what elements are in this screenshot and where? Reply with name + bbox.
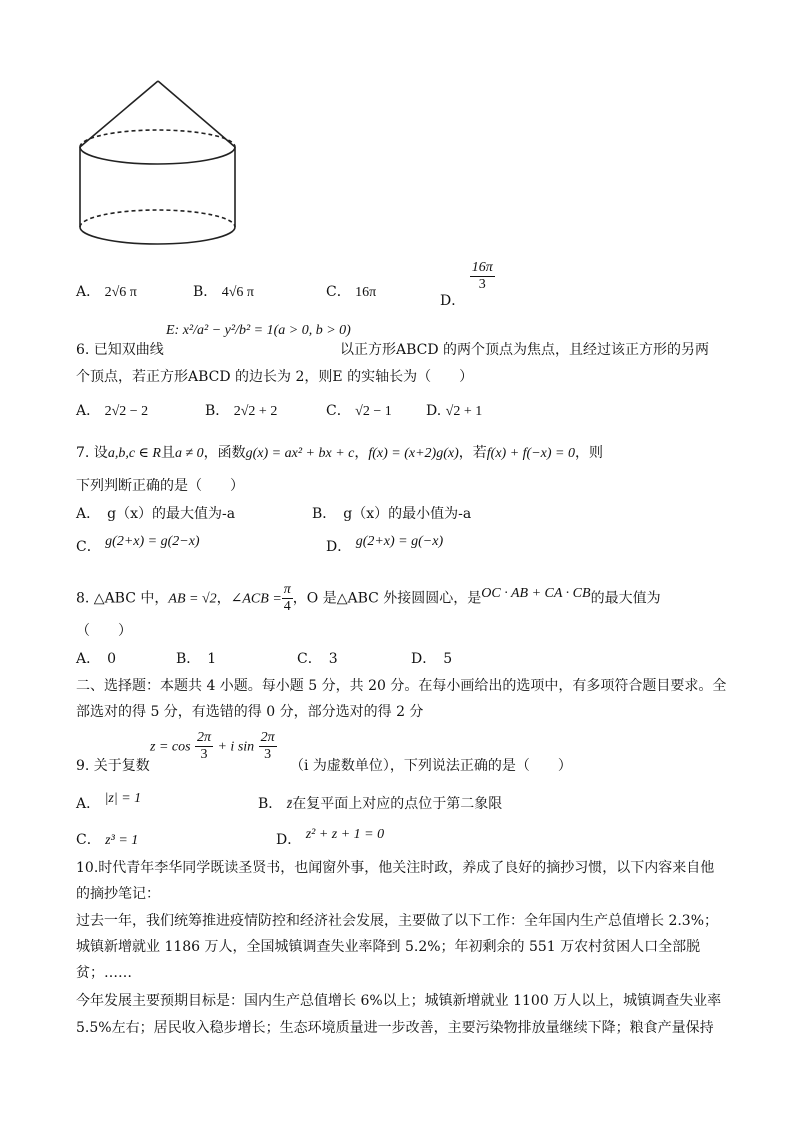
q6-option-b-label: B． [205,403,230,419]
q10-line-1 [76,859,714,877]
q9-option-a-value: |z| = 1 [104,791,142,806]
q6-equation [166,321,351,340]
q10-text-7: 5.5%左右；居民收入稳步增长；生态环境质量进一步改善，主要污染物排放量继续下降；粮食产量保持 [76,1020,714,1036]
q9-line-1 [76,730,150,774]
q6-option-c-value: √2 − 1 [355,404,392,419]
q10-text-5: 贫；…… [76,965,132,981]
q6-option-d-label: D. [426,403,442,419]
q8-line-2 [76,622,132,640]
q7-text-3: ，函数 [203,445,246,461]
q5-option-b [193,283,254,302]
q6-option-b-value: 2√2 + 2 [233,404,278,419]
q6-option-c-label: C． [326,403,351,419]
q8-option-c [297,650,338,668]
q5-option-a-label: A． [76,284,101,300]
q5-option-b-label: B． [193,284,218,300]
q9-line-1-tail [290,757,572,775]
q5-d-numerator: 16π [471,260,493,275]
q6-line-2 [76,368,473,386]
q6-option-b [205,402,277,421]
q6-option-c [326,402,392,421]
q10-line-3 [76,912,718,930]
q8-line-1 [76,582,661,615]
q6-option-a-value: 2√2 − 2 [104,404,149,419]
q7-option-c [76,534,200,557]
q6-option-d-value: √2 + 1 [445,404,483,419]
q9-formula [150,730,277,763]
q10-line-7 [76,1019,714,1037]
q6-text-2: 个顶点，若正方形ABCD 的边长为 2，则E 的实轴长为（ ） [76,369,474,385]
q9-option-a-label: A． [76,796,101,812]
q9-option-d [276,827,385,850]
q7-math-3: g(x) = ax² + bx + c [245,446,355,461]
q8-math-vectors: OC · AB + CA · CB [481,585,591,601]
q8-text-4: 的最大值为 [590,590,661,607]
q8-text-2: ， [216,590,231,607]
q6-option-d [426,402,482,421]
q7-option-b-text: B． g（x）的最小值为-a [312,506,472,522]
q9-fraction-2-num: 2π [260,730,275,745]
q5-option-d [440,260,495,309]
cylinder-cone-figure [78,78,240,250]
q8-text-3: ，O 是△ABC 外接圆圆心，是 [292,590,482,607]
q8-option-c-text: C． 3 [297,651,338,667]
q8-option-a-text: A． 0 [76,651,117,667]
q8-parens: （ ） [76,623,132,639]
q7-option-a [76,505,235,523]
q10-line-6 [76,992,721,1010]
q7-option-d-value: g(2+x) = g(−x) [355,534,444,549]
q5-options [76,283,716,302]
section-2-line-1 [76,677,726,695]
q5-option-d-label: D． [440,292,466,309]
q8-fraction-num: π [283,582,291,597]
q10-text-1: 10.时代青年李华同学既读圣贤书，也闻窗外事，他关注时政，养成了良好的摘抄习惯，以下内容来自他 [76,860,715,876]
q6-line-1 [76,341,164,359]
q8-option-d-text: D． 5 [411,651,453,667]
q9-option-b [258,795,502,814]
q5-option-a-value: 2√6 π [104,285,137,300]
q7-option-c-value: g(2+x) = g(2−x) [105,534,200,549]
q7-math-1: a,b,c ∈ R [107,446,161,461]
q9-fraction-2 [259,730,277,763]
q6-text-1: 以正方形ABCD 的两个顶点为焦点，且经过该正方形的另两 [340,342,710,358]
q6-option-a-label: A． [76,403,101,419]
q9-option-b-text: 在复平面上对应的点位于第二象限 [292,796,503,812]
q9-option-a [76,791,142,814]
q8-prefix: 8. △ABC 中， [76,590,169,607]
q10-line-2 [76,885,160,903]
q9-prefix: 9. 关于复数 [76,758,150,774]
q7-prefix: 7. 设 [76,445,108,461]
q7-text-2: 且 [160,445,175,461]
q7-line-2 [76,477,244,495]
q8-math-ab: AB = √2 [168,591,217,607]
q8-option-b [176,650,216,668]
q10-line-5 [76,964,132,982]
q9-option-c-value: z³ = 1 [105,833,139,848]
q6-hyperbola-equation: E: x²/a² − y²/b² = 1(a > 0, b > 0) [166,323,351,338]
q10-text-2: 的摘抄笔记： [76,886,160,902]
section-2-line-2 [76,703,423,721]
q7-option-d [326,534,444,557]
q7-option-c-label: C． [76,539,101,555]
q8-option-b-text: B． 1 [176,651,217,667]
section-2-heading: 二、选择题：本题共 4 小题。每小题 5 分，共 20 分。在每小画给出的选项中，有多项符合题目要求。全 [76,678,727,694]
q9-option-b-value: z̄ [286,797,293,812]
q10-line-4 [76,938,700,956]
q9-option-c-label: C． [76,832,101,848]
q7-text-6: ，则 [574,445,603,461]
q7-question: 下列判断正确的是（ ） [76,478,244,494]
section-2-scoring: 部选对的得 5 分，有选错的得 0 分，部分选对的得 2 分 [76,704,424,720]
q5-option-c [326,283,376,302]
q5-option-c-label: C． [326,284,351,300]
q9-fraction-1-num: 2π [197,730,212,745]
q5-option-b-value: 4√6 π [221,285,255,300]
q7-text-4: ， [354,445,369,461]
q9-option-d-value: z² + z + 1 = 0 [305,827,385,842]
q5-option-c-value: 16π [355,285,377,300]
q7-option-d-label: D． [326,539,352,555]
q9-formula-sin: + i sin [217,739,255,755]
q6-intro: 6. 已知双曲线 [76,342,164,358]
q9-option-b-label: B． [258,796,283,812]
q7-math-5: f(x) + f(−x) = 0 [486,446,575,461]
q7-option-b [312,505,471,523]
q7-line-1 [76,444,603,463]
q10-text-4: 城镇新增就业 1186 万人，全国城镇调查失业率降到 5.2%；年初剩余的 551 万农村贫困人口全部脱 [76,939,701,955]
q9-fraction-1-den: 3 [200,747,208,762]
q9-formula-cos: z = cos [150,739,191,755]
q9-option-d-label: D． [276,832,302,848]
q9-fraction-2-den: 3 [264,747,272,762]
q6-line-1-tail [340,341,709,359]
q8-math-angle: ∠ACB = [230,591,282,607]
q9-fraction-1 [195,730,213,763]
q7-math-2: a ≠ 0 [174,446,204,461]
q9-option-c [76,831,138,850]
q8-option-d [411,650,452,668]
q8-fraction [282,582,293,615]
q10-text-3: 过去一年，我们统筹推进疫情防控和经济社会发展，主要做了以下工作：全年国内生产总值增长 2.3%； [76,913,719,929]
q10-text-6: 今年发展主要预期目标是：国内生产总值增长 6%以上；城镇新增就业 1100 万人以上，城镇调查失业率 [76,993,722,1009]
q7-option-a-text: A． g（x）的最大值为-a [76,506,236,522]
q9-question: （i 为虚数单位），下列说法正确的是（ ） [290,758,572,774]
q5-d-denominator: 3 [478,277,486,292]
q8-option-a [76,650,116,668]
q8-fraction-den: 4 [283,599,291,614]
q7-math-4: f(x) = (x+2)g(x) [368,446,459,461]
q5-option-d-fraction [470,260,495,293]
q7-text-5: ，若 [458,445,487,461]
q6-option-a [76,402,148,421]
